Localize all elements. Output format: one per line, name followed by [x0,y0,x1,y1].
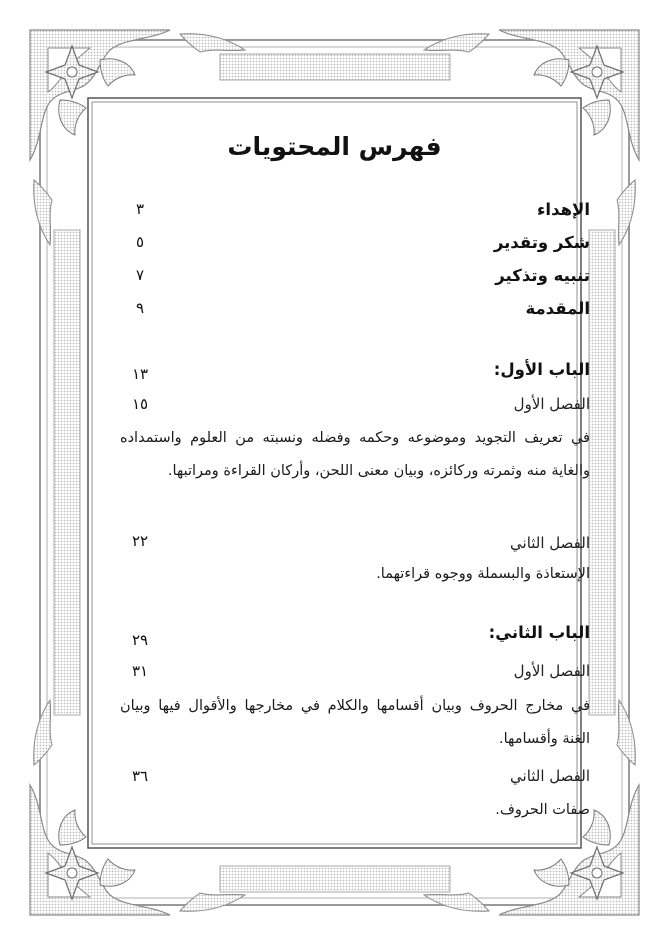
toc-part-2-chapter-2-description: صفات الحروف. [495,802,590,818]
page-title: فهرس المحتويات [227,132,442,161]
table-of-contents: الإهداء ٣ شكر وتقدير ٥ تنبيه وتذكير ٧ المقدمة ٩ الباب الأول: ١٣ الفصل الأول ١٥ في تعريف التجويد وموضوعه وحكمه وفضله ونسبته من العلوم واستمداده والغاية منه وثمرته وركائزه، وبيان معنى اللحن، وأركان القراءة ومراتبها. الفصل الثاني ٢٢ الإستعاذة والبسملة ووجوه قراءتهما. الباب الثاني: ٢٩ الفصل الأول ٣١ في مخارج الحروف وبيان أقسامها والكلام في مخارجها والأقوال فيها وبيان الغنة وأقسامها. الفصل الثاني ٣٦ صفات الحروف. [120,0,590,945]
toc-part-1-chapter-2-description: الإستعاذة والبسملة ووجوه قراءتهما. [376,566,590,582]
toc-part-1-chapter-1-description: في تعريف التجويد وموضوعه وحكمه وفضله ونسبته من العلوم واستمداده والغاية منه وثمرته وركائزه، وبيان معنى اللحن، وأركان القراءة ومراتبها. [120,430,590,479]
toc-part-2-chapter-1-description: في مخارج الحروف وبيان أقسامها والكلام في مخارجها والأقوال فيها وبيان الغنة وأقسامها. [120,698,590,747]
